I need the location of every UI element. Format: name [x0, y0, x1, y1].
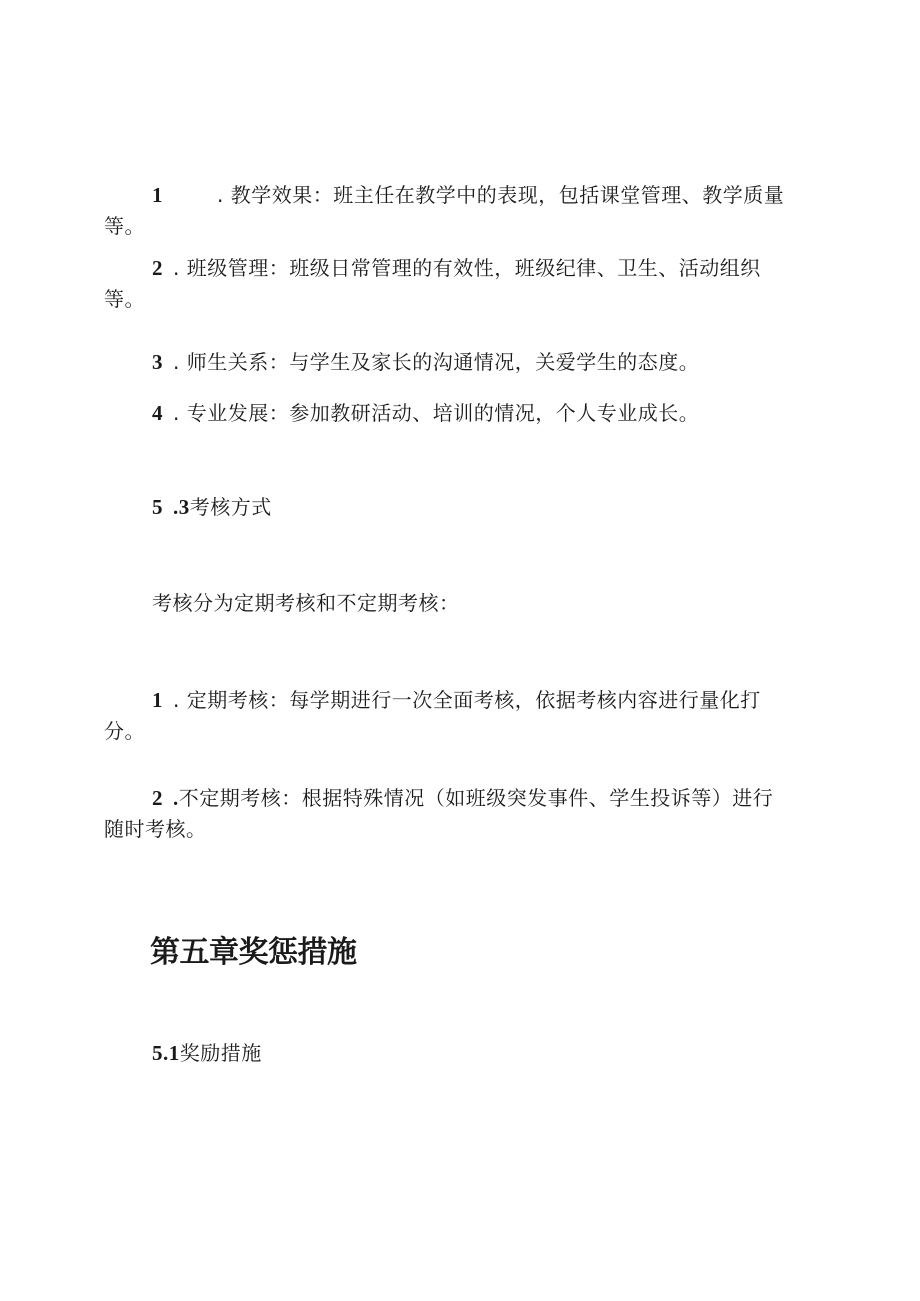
section-heading	[104, 1038, 816, 1069]
section-title: 考核方式	[189, 495, 272, 519]
list-item-line	[104, 180, 816, 211]
section-number-sub: .3	[173, 495, 190, 519]
item-dot: .	[173, 786, 179, 810]
list-item-line	[104, 685, 816, 716]
chapter-title: 第五章奖惩措施	[150, 935, 357, 970]
item-text: . 师生关系：与学生及家长的沟通情况，关爱学生的态度。	[173, 350, 700, 374]
list-item	[104, 398, 816, 429]
list-item	[104, 685, 816, 747]
list-item-line	[104, 398, 816, 429]
section-number: 5.1	[152, 1041, 180, 1065]
item-text: 不定期考核：根据特殊情况（如班级突发事件、学生投诉等）进行	[178, 786, 774, 810]
item-number: 2	[152, 786, 163, 810]
list-item-line	[104, 253, 816, 284]
item-text: . 专业发展：参加教研活动、培训的情况，个人专业成长。	[173, 401, 700, 425]
item-text: . 班级管理：班级日常管理的有效性，班级纪律、卫生、活动组织	[173, 256, 761, 280]
item-number: 3	[152, 350, 163, 374]
list-item-line: 等。	[104, 287, 145, 311]
item-number: 2	[152, 256, 163, 280]
list-item	[104, 253, 816, 315]
section-number: 5	[152, 495, 163, 519]
item-text: . 定期考核：每学期进行一次全面考核，依据考核内容进行量化打	[173, 688, 761, 712]
section-title: 奖励措施	[179, 1041, 262, 1065]
list-item-line	[104, 783, 816, 814]
paragraph: 考核分为定期考核和不定期考核：	[152, 591, 460, 615]
section-heading	[104, 492, 816, 523]
item-number: 1	[152, 183, 163, 207]
list-item-line: 随时考核。	[104, 817, 207, 841]
list-item-line: 等。	[104, 214, 145, 238]
item-text: . 教学效果：班主任在教学中的表现，包括课堂管理、教学质量	[217, 183, 785, 207]
list-item	[104, 783, 816, 845]
list-item	[104, 180, 816, 242]
item-number: 4	[152, 401, 163, 425]
list-item-line: 分。	[104, 719, 145, 743]
list-item	[104, 347, 816, 378]
item-number: 1	[152, 688, 163, 712]
list-item-line	[104, 347, 816, 378]
